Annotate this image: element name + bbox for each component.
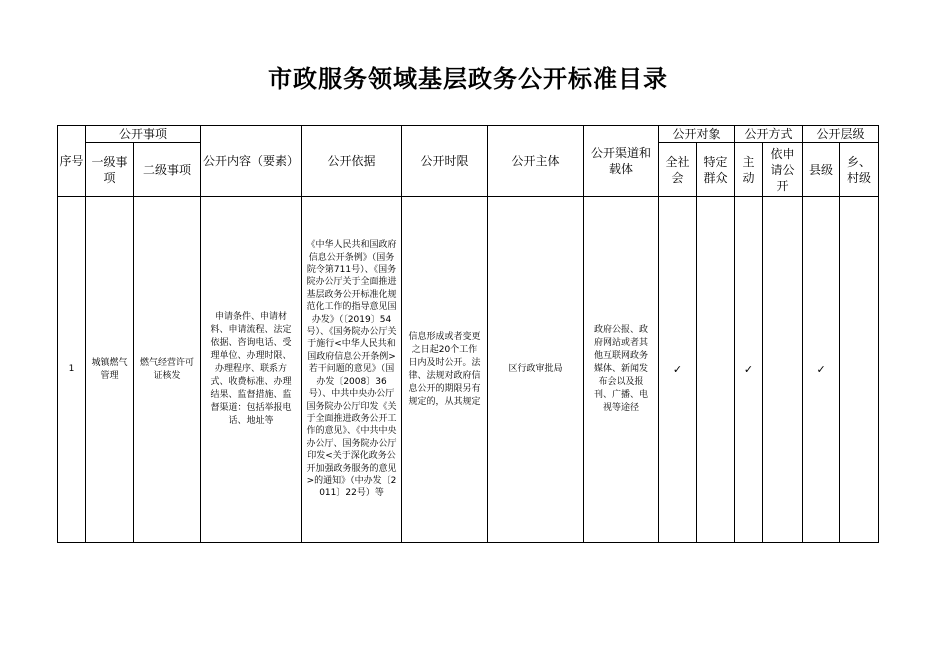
header-channel: 公开渠道和载体 xyxy=(584,126,659,197)
cell-target-all: ✓ xyxy=(659,197,697,543)
table-row xyxy=(58,197,879,543)
header-subject: 公开主体 xyxy=(488,126,584,197)
cell-subject-text: 区行政审批局 xyxy=(508,364,563,374)
cell-content-text: 申请条件、申请材料、申请流程、法定依据、咨询电话、受理单位、办理时限、办理程序、联系方式、收费标准、办理结果、监督措施、监督渠道：包括举报电话、地址等 xyxy=(210,312,292,426)
cell-level2 xyxy=(134,197,201,543)
header-mode-apply: 依申请公开 xyxy=(763,143,803,197)
header-item-level1: 一级事项 xyxy=(86,143,134,197)
header-time-limit: 公开时限 xyxy=(402,126,488,197)
cell-mode-apply xyxy=(763,197,803,543)
cell-content xyxy=(201,197,302,543)
header-level-group: 公开层级 xyxy=(803,126,879,143)
header-mode-active: 主动 xyxy=(735,143,763,197)
cell-mode-active: ✓ xyxy=(735,197,763,543)
header-target-all: 全社会 xyxy=(659,143,697,197)
catalog-table xyxy=(57,125,879,543)
cell-level1-text: 城镇燃气管理 xyxy=(91,357,128,381)
header-item-group: 公开事项 xyxy=(86,126,201,143)
header-target-group: 公开对象 xyxy=(659,126,735,143)
header-target-specific: 特定群众 xyxy=(697,143,735,197)
header-mode-group: 公开方式 xyxy=(735,126,803,143)
header-level-county: 县级 xyxy=(803,143,840,197)
cell-channel-text: 政府公报、政府网站或者其他互联网政务媒体、新闻发布会以及报刊、广播、电视等途径 xyxy=(594,325,649,413)
cell-target-specific xyxy=(697,197,735,543)
cell-channel xyxy=(584,197,659,543)
header-seq: 序号 xyxy=(58,126,86,197)
header-level-town: 乡、村级 xyxy=(840,143,879,197)
cell-level-town xyxy=(840,197,879,543)
cell-basis-text: 《中华人民共和国政府信息公开条例》（国务院令第711号）、《国务院办公厅关于全面推进基层政务公开标准化规范化工作的指导意见国办发》（〔2019〕54号）、《国务院办公厅关于施行<中华人民共和国政府信息公开条例>若干问题的意见》（国办发〔2008〕36号）、中共中央办公厅 国务院办公厅印发《关于全面推进政务公开工作的意见》、《中共中央办公厅、国务院办公厅印发<关于深化政务公开加强政务服务的意见>的通知》（中办发〔2011〕22号）等 xyxy=(306,240,397,499)
cell-subject xyxy=(488,197,584,543)
header-basis: 公开依据 xyxy=(302,126,402,197)
cell-time-limit xyxy=(402,197,488,543)
cell-basis xyxy=(302,197,402,543)
cell-seq: 1 xyxy=(58,197,86,543)
page-title: 市政服务领域基层政务公开标准目录 xyxy=(268,64,668,93)
cell-level1 xyxy=(86,197,134,543)
header-content: 公开内容（要素） xyxy=(201,126,302,197)
cell-level-county: ✓ xyxy=(803,197,840,543)
header-item-level2: 二级事项 xyxy=(134,143,201,197)
header-row-1 xyxy=(58,126,879,143)
cell-time-limit-text: 信息形成或者变更之日起20个工作日内及时公开。法律、法规对政府信息公开的期限另有规定的，从其规定 xyxy=(408,331,481,407)
cell-level2-text: 燃气经营许可证核发 xyxy=(140,357,195,381)
